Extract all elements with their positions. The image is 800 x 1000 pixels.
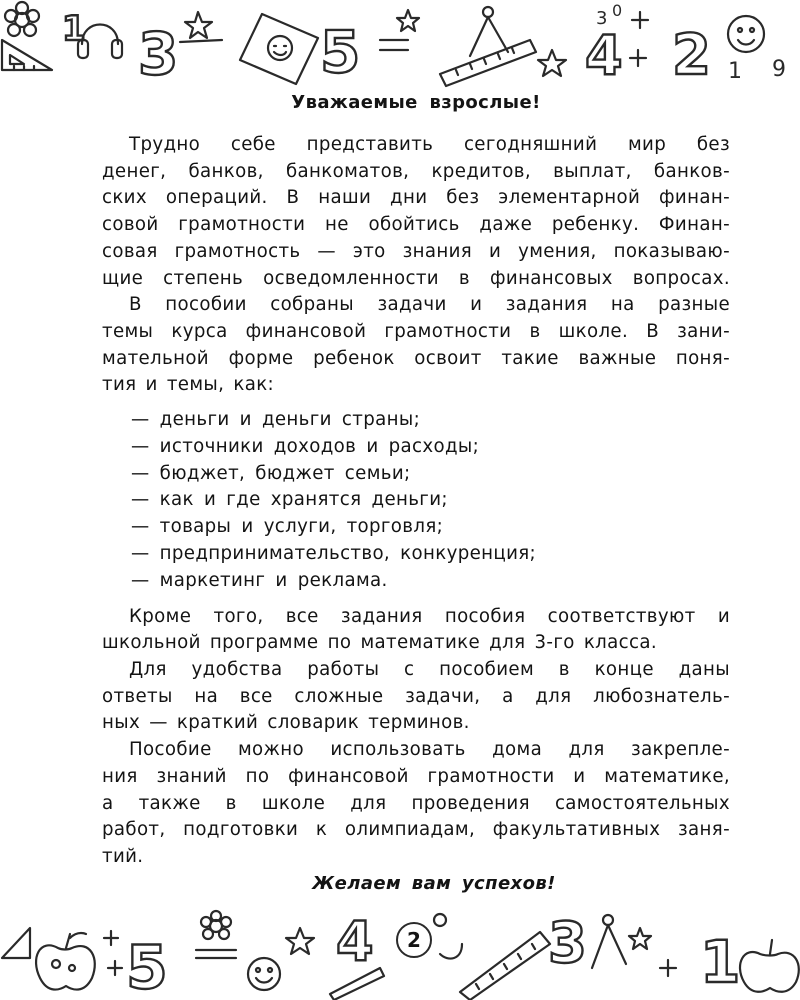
plus-doodle-icon: [660, 960, 676, 976]
plus-doodle-icon: [630, 12, 648, 66]
list-item: — как и где хранятся деньги;: [131, 487, 730, 514]
paragraph-answers: [102, 657, 730, 737]
compass-icon: [592, 915, 626, 968]
top-digit-small-3: 3: [596, 8, 608, 29]
page-title: Уважаемые взрослые!: [291, 92, 541, 113]
list-item: — источники доходов и расходы;: [131, 434, 730, 461]
text-line: школьной программе по математике для 3-го класса.: [102, 632, 657, 654]
text-line: Пособие можно использовать дома для закрепле-: [129, 739, 730, 761]
text-line: ния знаний по финансовой грамотности и математике,: [102, 765, 730, 787]
bottom-digit-3: 3: [548, 911, 587, 976]
top-digit-small-1: 1: [728, 59, 742, 84]
bottom-digit-4: 4: [336, 910, 374, 973]
ruler-icon: [440, 40, 536, 86]
text-line: работ, подготовки к олимпиадам, факультативных заня-: [102, 819, 730, 841]
banknote-icon: [240, 14, 318, 84]
list-item: — маркетинг и реклама.: [131, 568, 730, 595]
top-digit-3: 3: [138, 20, 179, 88]
text-line: ных — краткий словарик терминов.: [102, 712, 470, 734]
top-digit-1: 1: [62, 9, 86, 49]
coin-icon: [434, 914, 462, 959]
flower-doodle-icon: [201, 911, 231, 939]
text-line: Кроме того, все задания пособия соответствуют и: [129, 605, 730, 627]
text-line: Трудно себе представить сегодняшний мир без: [129, 134, 730, 155]
top-digit-5: 5: [320, 18, 361, 86]
plus-doodle-icon: [104, 931, 122, 975]
equals-doodle-icon: [380, 40, 408, 50]
list-item: — товары и услуги, торговля;: [131, 514, 730, 541]
text-line: мательной форме ребенок освоит такие важные поня-: [102, 347, 730, 369]
top-digit-small-0: 0: [612, 1, 623, 20]
paragraph-contents: [102, 292, 730, 399]
top-doodle-art: [0, 0, 800, 92]
paragraph-math: [102, 604, 730, 657]
bottom-digit-1: 1: [700, 928, 741, 996]
apple-icon: [36, 933, 95, 990]
triangle-ruler-icon: [2, 40, 52, 70]
star-doodle-icon: [629, 928, 651, 949]
star-doodle-icon: [286, 928, 314, 954]
apple-icon: [740, 940, 799, 992]
paragraph-intro: [102, 132, 730, 292]
topics-list: [102, 407, 730, 595]
list-item: — предпринимательство, конкуренция;: [131, 541, 730, 568]
text-line: денег, банков, банкоматов, кредитов, выплат, банков-: [102, 160, 730, 182]
list-item: — бюджет, бюджет семьи;: [131, 461, 730, 488]
text-line: щие степень осведомленности в финансовых вопросах.: [102, 267, 730, 289]
text-line: совой грамотности не обойтись даже ребенку. Финан-: [102, 214, 730, 236]
star-doodle-icon: [185, 12, 212, 38]
minus-doodle-icon: [180, 40, 222, 42]
text-line: темы курса финансовой грамотности в школе. В зани-: [102, 320, 730, 342]
ruler-icon: [460, 932, 550, 1000]
compass-icon: [470, 7, 508, 56]
text-line: а также в школе для проведения самостоятельных: [102, 792, 730, 814]
text-line: ответы на все сложные задачи, а для любознатель-: [102, 685, 730, 707]
top-digit-2: 2: [672, 23, 711, 88]
triangle-ruler-icon: [2, 928, 30, 958]
paragraph-usage: [102, 737, 730, 871]
text-line: тия и темы, как:: [102, 374, 275, 396]
list-item: — деньги и деньги страны;: [131, 407, 730, 434]
page-number: 2: [396, 922, 432, 958]
text-line: тий.: [102, 845, 144, 867]
preface-text: [102, 92, 730, 894]
text-line: ских операций. В наши дни без элементарной финан-: [102, 187, 730, 209]
flower-doodle-icon: [5, 2, 39, 36]
smiley-face-icon: [728, 16, 764, 52]
text-line: совая грамотность — это знания и умения, показываю-: [102, 240, 730, 262]
top-doodle-border: [0, 0, 800, 92]
text-line: Для удобства работы с пособием в конце даны: [129, 659, 730, 681]
bottom-digit-5: 5: [126, 933, 168, 1000]
star-doodle-icon: [538, 50, 566, 76]
equals-doodle-icon: [196, 950, 236, 958]
text-line: В пособии собраны задачи и задания на разные: [129, 294, 730, 316]
star-doodle-icon: [397, 10, 419, 31]
closing-wish: Желаем вам успехов!: [312, 872, 556, 894]
top-digit-small-9: 9: [772, 57, 786, 82]
smiley-face-icon: [248, 958, 280, 990]
top-digit-4: 4: [585, 24, 623, 87]
